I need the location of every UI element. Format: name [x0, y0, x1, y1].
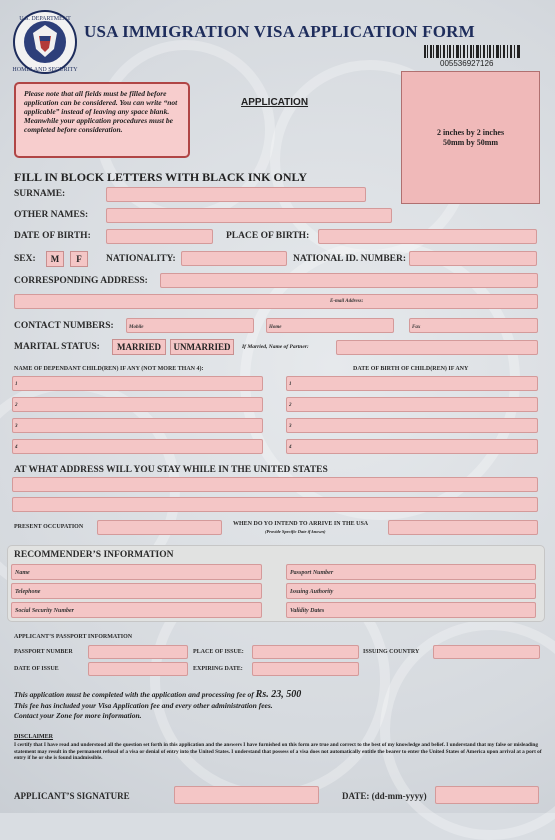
national-id-field[interactable]: [409, 251, 537, 266]
us-address-heading: AT WHAT ADDRESS WILL YOU STAY WHILE IN THE UNITED STATES: [14, 465, 328, 475]
notice-box: Please note that all fields must be filled before application can be considered. You can write “not applicable” instead of leaving any space blank. Meanwhile your application procedures must be completed before consideration.: [14, 82, 190, 158]
national-id-label: NATIONAL ID. NUMBER:: [293, 254, 407, 264]
place-of-issue-label: PLACE OF ISSUE:: [193, 649, 244, 655]
barcode-number: 005536927126: [440, 59, 494, 68]
fee-line-1-text: This application must be completed with the application and processing fee of: [14, 690, 256, 699]
child-number: 4: [289, 445, 292, 450]
unmarried-option[interactable]: UNMARRIED: [170, 339, 234, 355]
child-name-field-1[interactable]: [12, 376, 263, 391]
fee-line-1: [14, 690, 301, 699]
place-of-birth-label: PLACE OF BIRTH:: [226, 231, 310, 241]
child-dob-field-3[interactable]: [286, 418, 538, 433]
recommender-name-field[interactable]: [11, 564, 262, 580]
recommender-passport-label: Passport Number: [290, 570, 334, 576]
disclaimer-heading: DISCLAIMER: [14, 734, 54, 740]
home-phone-field[interactable]: [266, 318, 394, 333]
partner-name-field[interactable]: [336, 340, 538, 355]
child-dob-field-2[interactable]: [286, 397, 538, 412]
child-number: 2: [15, 403, 18, 408]
children-names-heading: NAME OF DEPENDANT CHILD(REN) IF ANY (NOT MORE THAN 4):: [14, 366, 204, 372]
form-title: USA IMMIGRATION VISA APPLICATION FORM: [84, 22, 475, 41]
nationality-field[interactable]: [181, 251, 287, 266]
other-names-field[interactable]: [106, 208, 392, 223]
recommender-telephone-label: Telephone: [15, 589, 41, 595]
other-names-label: OTHER NAMES:: [14, 210, 89, 220]
child-number: 1: [289, 382, 292, 387]
children-dob-heading: DATE OF BIRTH OF CHILD(REN) IF ANY: [353, 366, 469, 372]
fee-line-3: Contact your Zone for more information.: [14, 711, 142, 720]
expiring-date-label: EXPIRING DATE:: [193, 666, 243, 672]
place-of-birth-field[interactable]: [318, 229, 537, 244]
dob-field[interactable]: [106, 229, 213, 244]
recommender-passport-field[interactable]: [286, 564, 536, 580]
dob-label: DATE OF BIRTH:: [14, 231, 91, 241]
mobile-field[interactable]: [126, 318, 254, 333]
photo-size-inches: 2 inches by 2 inches: [436, 127, 505, 137]
address-label: CORRESPONDING ADDRESS:: [14, 276, 148, 286]
place-of-issue-field[interactable]: [252, 645, 359, 659]
signature-field[interactable]: [174, 786, 319, 804]
us-address-field-1[interactable]: [12, 477, 538, 492]
nationality-label: NATIONALITY:: [106, 254, 176, 264]
recommender-validity-field[interactable]: [286, 602, 536, 618]
recommender-validity-label: Validity Dates: [290, 608, 325, 614]
recommender-ssn-field[interactable]: [11, 602, 262, 618]
issuing-country-field[interactable]: [433, 645, 540, 659]
surname-label: SURNAME:: [14, 189, 66, 199]
partner-name-label: If Married, Name of Partner:: [242, 344, 309, 350]
present-occupation-field[interactable]: [97, 520, 222, 535]
sex-label: SEX:: [14, 254, 36, 264]
photo-size-mm: 50mm by 50mm: [442, 137, 499, 147]
child-name-field-4[interactable]: [12, 439, 263, 454]
present-occupation-label: PRESENT OCCUPATION: [14, 524, 84, 530]
expiring-date-field[interactable]: [252, 662, 359, 676]
married-option[interactable]: MARRIED: [112, 339, 166, 355]
child-name-field-3[interactable]: [12, 418, 263, 433]
fee-line-2: This fee has included your Visa Application fee and every other administration fees.: [14, 701, 273, 710]
svg-text:HOMELAND SECURITY: HOMELAND SECURITY: [12, 67, 78, 73]
fax-placeholder: Fax: [412, 325, 421, 330]
photo-box[interactable]: [401, 71, 540, 204]
home-placeholder: Home: [269, 325, 282, 330]
disclaimer-text: I certify that I have read and understood all the question set forth in this application and the answers I have furnished on this form are true and correct to the best of my knowledge and belief. I understand that my false or misleading statement may result in the permanent refusal of a visa or denial of entry into the United States. I understand that possess of a visa does not automatically entitle the bearer to enter the United States of America upon arrival at a port of entry if he or she is found inadmissible.: [14, 742, 542, 762]
recommender-telephone-field[interactable]: [11, 583, 262, 599]
surname-field[interactable]: [106, 187, 366, 202]
child-name-field-2[interactable]: [12, 397, 263, 412]
child-number: 1: [15, 382, 18, 387]
passport-number-field[interactable]: [88, 645, 188, 659]
arrival-date-label: WHEN DO YO INTEND TO ARRIVE IN THE USA: [233, 521, 369, 527]
mobile-placeholder: Mobile: [129, 325, 144, 330]
signature-label: APPLICANT’S SIGNATURE: [14, 791, 130, 801]
recommender-issuing-label: Issuing Authority: [290, 589, 334, 595]
date-of-issue-field[interactable]: [88, 662, 188, 676]
recommender-issuing-field[interactable]: [286, 583, 536, 599]
recommender-heading: RECOMMENDER’S INFORMATION: [14, 550, 174, 560]
child-number: 3: [289, 424, 292, 429]
us-address-field-2[interactable]: [12, 497, 538, 512]
arrival-date-field[interactable]: [388, 520, 538, 535]
email-field[interactable]: [14, 294, 538, 309]
application-heading: APPLICATION: [241, 97, 309, 108]
sex-option-m[interactable]: M: [46, 251, 64, 267]
date-of-issue-label: DATE OF ISSUE: [14, 666, 59, 672]
svg-text:U.S. DEPARTMENT: U.S. DEPARTMENT: [19, 16, 71, 22]
email-placeholder: E-mail Address:: [330, 299, 364, 304]
dhs-seal-logo: [12, 9, 78, 75]
child-number: 3: [15, 424, 18, 429]
recommender-ssn-label: Social Security Number: [15, 608, 75, 614]
date-label: DATE: (dd-mm-yyyy): [342, 791, 427, 801]
recommender-name-label: Name: [15, 570, 30, 576]
passport-info-heading: APPLICANT’S PASSPORT INFORMATION: [14, 634, 133, 640]
date-field[interactable]: [435, 786, 539, 804]
issuing-country-label: ISSUING COUNTRY: [363, 649, 420, 655]
barcode: [424, 45, 520, 58]
fax-field[interactable]: [409, 318, 538, 333]
child-number: 2: [289, 403, 292, 408]
child-dob-field-4[interactable]: [286, 439, 538, 454]
address-field-1[interactable]: [160, 273, 538, 288]
child-dob-field-1[interactable]: [286, 376, 538, 391]
fee-amount: Rs. 23, 500: [255, 689, 302, 700]
arrival-date-note: (Provide Specific Date if known): [265, 529, 326, 534]
passport-number-label: PASSPORT NUMBER: [14, 649, 73, 655]
child-number: 4: [15, 445, 18, 450]
contact-numbers-label: CONTACT NUMBERS:: [14, 321, 114, 331]
marital-status-label: MARITAL STATUS:: [14, 342, 100, 352]
sex-option-f[interactable]: F: [70, 251, 88, 267]
instruction-heading: FILL IN BLOCK LETTERS WITH BLACK INK ONLY: [14, 170, 308, 184]
